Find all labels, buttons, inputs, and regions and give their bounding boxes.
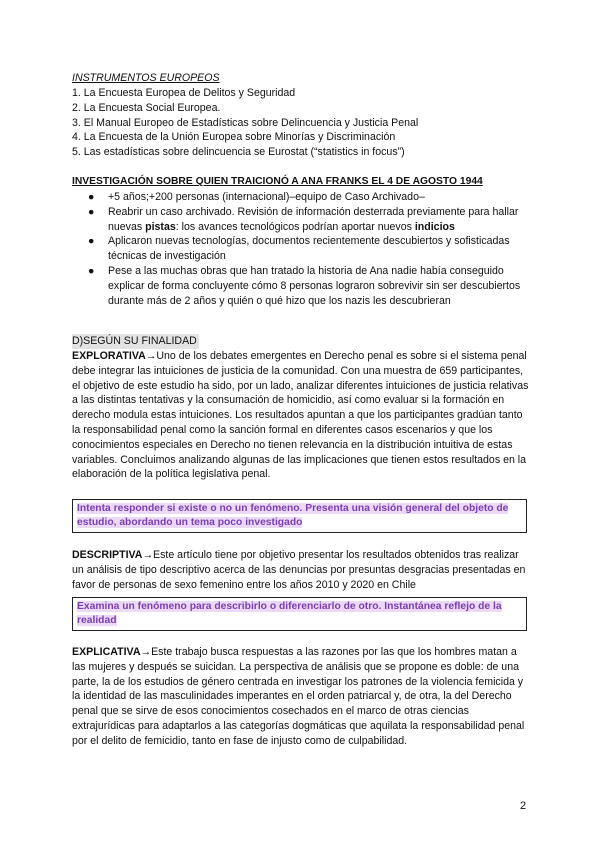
- list-item: 2. La Encuesta Social Europea.: [72, 101, 221, 114]
- list-item: ● Aplicaron nuevas tecnologías, documentos recientemente descubiertos y sofisticadas técnicas de investigación: [88, 235, 510, 263]
- investigacion-bullets: [72, 190, 532, 308]
- page-number: 2: [520, 800, 527, 812]
- list-item: ● +5 años;+200 personas (internacional)–equipo de Caso Archivado–: [88, 191, 425, 203]
- list-item: ● Pese a las muchas obras que han tratado la historia de Ana nadie había conseguido explicar de forma concluyente cómo 8 personas lograron sobrevivir sin ser descubiertos durante más de 2 años y quién o qué hizo que los nazis les descubrieran: [88, 264, 521, 307]
- bullet-text: Aplicaron nuevas tecnologías, documentos recientemente descubiertos y sofisticadas técnicas de investigación: [108, 235, 510, 263]
- bullet-text: Pese a las muchas obras que han tratado la historia de Ana nadie había conseguido explicar de forma concluyente cómo 8 personas lograron sobrevivir sin ser descubiertos durante más de 2 años y quién o qué hizo que los nazis les descubrieran: [108, 264, 521, 307]
- paragraph-text: →Uno de los debates emergentes en Derecho penal es sobre si el sistema penal debe integrar las intuiciones de justicia de la comunidad. Con una muestra de 659 participantes, el objetivo de este estudio ha sido, por un lado, analizar diferentes intuiciones de justicia relativas a las distintas tentativas y la consumación de homicidio, así como evaluar si la formación en derecho modula estas intuiciones. Los resultados apuntan a que los participantes gradúan tanto la responsabilidad penal como la sanción formal en diferentes casos escenarios y que los conocimientos especiales en Derecho no tienen relevancia en la distribución intuitiva de estas variables. Concluimos analizando algunas de las implicaciones que tienen estos resultados en la elaboración de la política legislativa penal.: [72, 350, 529, 481]
- explicativa-paragraph: [72, 645, 532, 749]
- definition-text: Examina un fenómeno para describirlo o diferenciarlo de otro. Instantánea reflejo de la realidad: [77, 601, 502, 627]
- bullet-text: : los avances tecnológicos podrían aportar nuevos: [175, 220, 415, 233]
- descriptiva-paragraph: [72, 548, 532, 592]
- bullet-text: +5 años;+200 personas (internacional)–equipo de Caso Archivado–: [108, 191, 425, 203]
- list-item: 1. La Encuesta Europea de Delitos y Seguridad: [72, 87, 296, 99]
- finalidad-heading: D)SEGÚN SU FINALIDAD: [72, 335, 197, 347]
- investigacion-heading: INVESTIGACIÓN SOBRE QUIEN TRAICIONÓ A ANA FRANKS EL 4 DE AGOSTO 1944: [72, 176, 483, 187]
- list-item: 5. Las estadísticas sobre delincuencia se Eurostat (“statistics in focus”): [72, 146, 405, 159]
- list-item: 3. El Manual Europeo de Estadísticas sobre Delincuencia y Justicia Penal: [72, 116, 419, 129]
- paragraph-text: →Este artículo tiene por objetivo presentar los resultados obtenidos tras realizar un análisis de tipo descriptivo acerca de las denuncias por presuntas desgracias presentadas en favor de personas de sexo femenino entre los años 2010 y 2020 en Chile: [72, 549, 526, 591]
- descriptiva-definition-box: [72, 597, 527, 631]
- instrumentos-heading: INSTRUMENTOS EUROPEOS: [72, 72, 220, 84]
- bullet-text: Reabrir un caso archivado. Revisión de información desterrada previamente para hallar nuevas: [108, 205, 519, 233]
- bold-term: indicios: [414, 220, 455, 233]
- section-label: DESCRIPTIVA: [72, 549, 143, 561]
- list-item: 4. La Encuesta de la Unión Europea sobre Minorías y Discriminación: [72, 131, 396, 144]
- exploratoria-paragraph: [72, 349, 532, 482]
- list-item: ● Reabrir un caso archivado. Revisión de información desterrada previamente para hallar nuevas pistas: los avances tecnológicos podrían aportar nuevos indicios: [88, 205, 519, 233]
- bold-term: pistas: [145, 220, 176, 233]
- instrumentos-list: [72, 86, 532, 160]
- exploratoria-definition-box: [72, 499, 527, 533]
- section-label: EXPLICATIVA: [72, 646, 141, 658]
- section-label: EXPLORATIVA: [72, 350, 146, 362]
- definition-text: Intenta responder si existe o no un fenómeno. Presenta una visión general del objeto de estudio, abordando un tema poco investigado: [77, 503, 509, 529]
- paragraph-text: →Este trabajo busca respuestas a las razones por las que los hombres matan a las mujeres y después se suicidan. La perspectiva de análisis que se propone es doble: de una parte, la de los estudios de género centrada en investigar los patrones de la violencia femicida y la identidad de las masculinidades imperantes en el orden patriarcal y, de otra, la del Derecho penal que se sirve de esos conocimientos cosechados en el marco de otras ciencias extrajurídicas para adaptarlos a las categorías dogmáticas que aquilata la responsabilidad penal por el delito de femicidio, tanto en fase de injusto como de culpabilidad.: [72, 646, 525, 747]
